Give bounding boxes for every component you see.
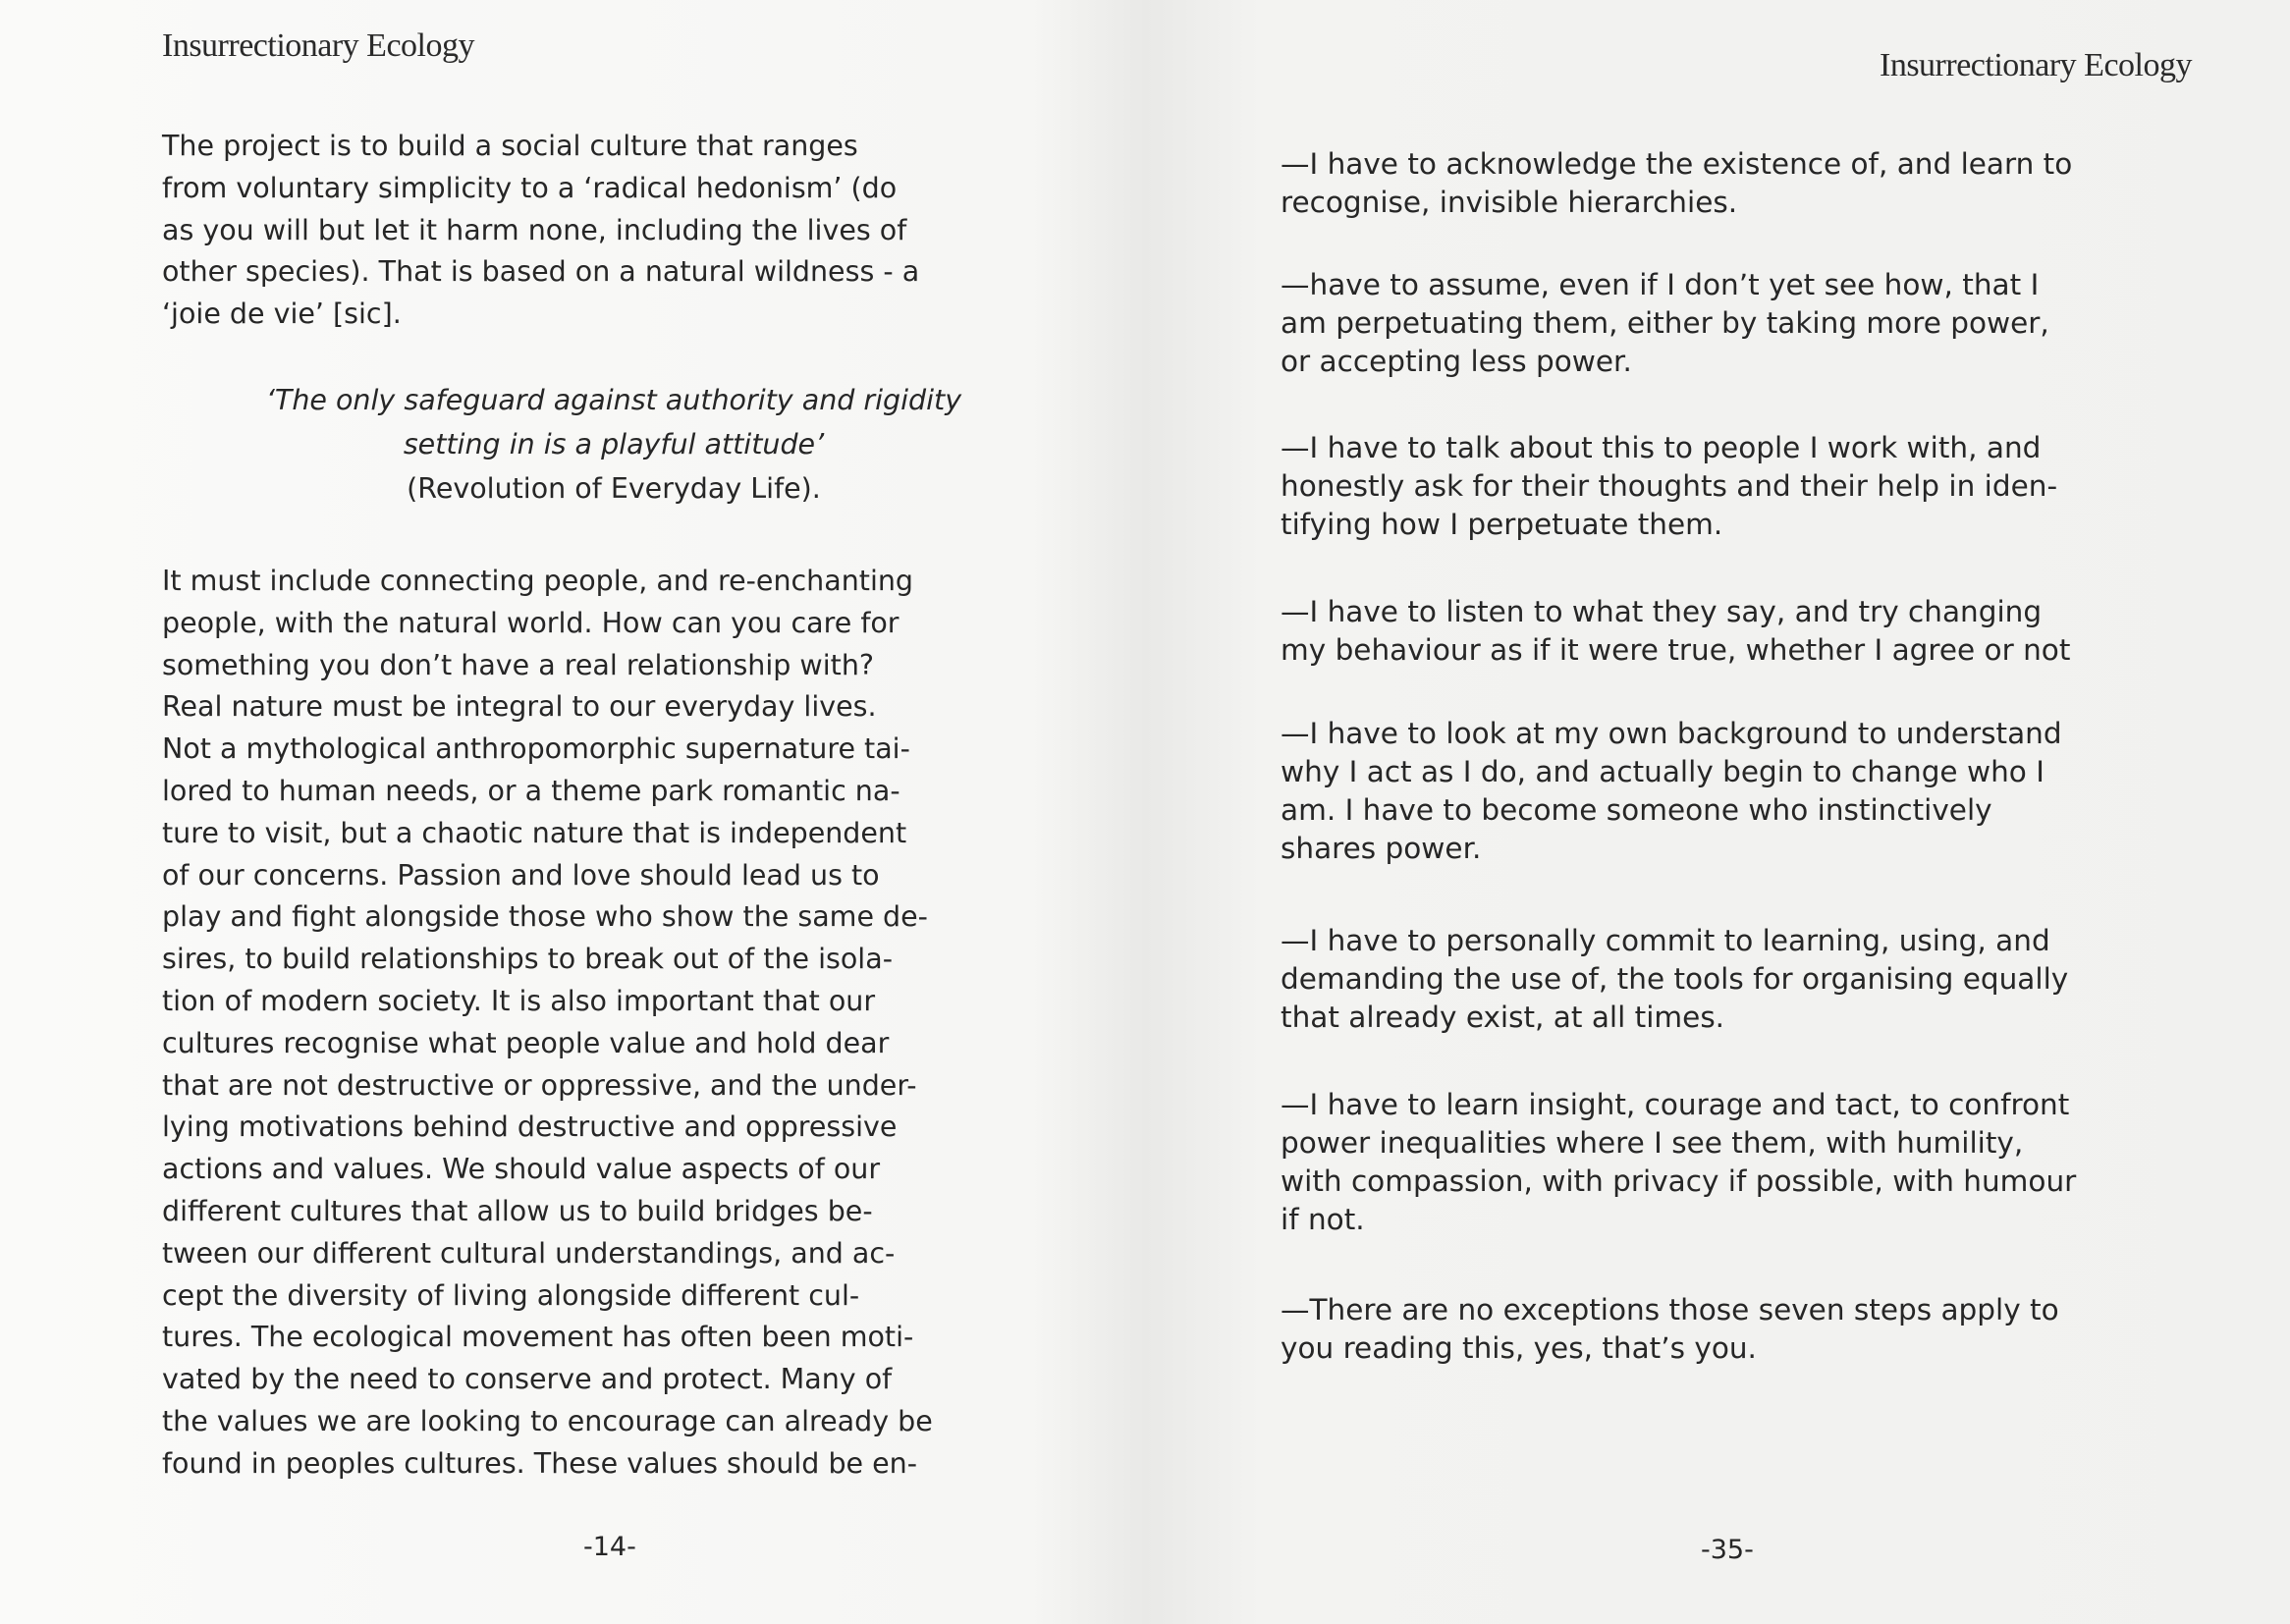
- text-line: actions and values. We should value aspects of our: [162, 1153, 881, 1186]
- block-quote: [162, 378, 1065, 511]
- text-line: different cultures that allow us to build bridges be-: [162, 1194, 873, 1227]
- text-line: —have to assume, even if I don’t yet see how, that I: [1281, 268, 2040, 301]
- list-item: [1281, 1291, 2059, 1368]
- text-line: —There are no exceptions those seven steps apply to: [1281, 1293, 2059, 1326]
- text-line: that already exist, at all times.: [1281, 1001, 1725, 1034]
- text-line: other species). That is based on a natural wildness - a: [162, 255, 920, 289]
- quote-source: (Revolution of Everyday Life).: [407, 472, 821, 505]
- text-line: —I have to talk about this to people I work with, and: [1281, 431, 2042, 464]
- text-line: sires, to build relationships to break out of the isola-: [162, 943, 893, 976]
- text-line: people, with the natural world. How can you care for: [162, 606, 900, 639]
- text-line: with compassion, with privacy if possible, with humour: [1281, 1164, 2077, 1198]
- text-line: tifying how I perpetuate them.: [1281, 508, 1723, 541]
- list-item: [1281, 429, 2057, 544]
- text-line: demanding the use of, the tools for organising equally: [1281, 962, 2069, 996]
- text-line: honestly ask for their thoughts and their help in iden-: [1281, 469, 2058, 503]
- page-number: -14-: [583, 1532, 636, 1562]
- text-line: am. I have to become someone who instinctively: [1281, 793, 1992, 827]
- right-page: [1149, 0, 2290, 1624]
- quote-line: ‘The only safeguard against authority and rigidity: [265, 384, 962, 416]
- running-header: Insurrectionary Ecology: [1880, 47, 2192, 83]
- text-line: power inequalities where I see them, with humility,: [1281, 1126, 2024, 1160]
- text-line: —I have to learn insight, courage and tact, to confront: [1281, 1088, 2070, 1121]
- paragraph: [162, 561, 933, 1486]
- list-item: [1281, 266, 2049, 381]
- text-line: of our concerns. Passion and love should lead us to: [162, 858, 880, 892]
- paragraph: [162, 126, 919, 336]
- text-line: lying motivations behind destructive and oppressive: [162, 1110, 898, 1144]
- text-line: —I have to look at my own background to understand: [1281, 717, 2062, 750]
- text-line: the values we are looking to encourage can already be: [162, 1404, 933, 1437]
- text-line: tween our different cultural understandings, and ac-: [162, 1236, 896, 1270]
- text-line: recognise, invisible hierarchies.: [1281, 186, 1738, 219]
- running-header: Insurrectionary Ecology: [162, 27, 474, 64]
- text-line: as you will but let it harm none, including the lives of: [162, 213, 907, 246]
- text-line: ‘joie de vie’ [sic].: [162, 298, 402, 331]
- text-line: or accepting less power.: [1281, 345, 1632, 378]
- list-item: [1281, 1086, 2076, 1239]
- text-line: cultures recognise what people value and hold dear: [162, 1026, 890, 1059]
- text-line: tures. The ecological movement has often been moti-: [162, 1321, 914, 1354]
- page-number: -35-: [1701, 1535, 1754, 1565]
- text-line: found in peoples cultures. These values should be en-: [162, 1446, 918, 1480]
- text-line: shares power.: [1281, 832, 1482, 865]
- text-line: It must include connecting people, and re-enchanting: [162, 565, 914, 597]
- left-page: [0, 0, 1139, 1624]
- list-item: [1281, 715, 2062, 868]
- text-line: lored to human needs, or a theme park romantic na-: [162, 774, 900, 807]
- text-line: if not.: [1281, 1203, 1365, 1236]
- text-line: am perpetuating them, either by taking more power,: [1281, 306, 2049, 340]
- text-line: —I have to listen to what they say, and try changing: [1281, 595, 2043, 628]
- text-line: Not a mythological anthropomorphic supernature tai-: [162, 732, 910, 766]
- quote-line: setting in is a playful attitude’: [403, 428, 825, 460]
- text-line: something you don’t have a real relationship with?: [162, 648, 875, 681]
- text-line: you reading this, yes, that’s you.: [1281, 1331, 1757, 1365]
- list-item: [1281, 593, 2070, 670]
- text-line: tion of modern society. It is also important that our: [162, 984, 876, 1017]
- text-line: from voluntary simplicity to a ‘radical hedonism’ (do: [162, 171, 898, 204]
- text-line: why I act as I do, and actually begin to change who I: [1281, 755, 2045, 788]
- text-line: Real nature must be integral to our everyday lives.: [162, 690, 877, 724]
- text-line: ture to visit, but a chaotic nature that is independent: [162, 816, 907, 849]
- text-line: —I have to acknowledge the existence of, and learn to: [1281, 147, 2073, 181]
- list-item: [1281, 145, 2072, 222]
- text-line: vated by the need to conserve and protect. Many of: [162, 1363, 893, 1396]
- text-line: The project is to build a social culture that ranges: [162, 130, 858, 162]
- text-line: my behaviour as if it were true, whether I agree or not: [1281, 633, 2071, 667]
- text-line: —I have to personally commit to learning, using, and: [1281, 924, 2050, 957]
- text-line: play and fight alongside those who show the same de-: [162, 900, 928, 934]
- text-line: that are not destructive or oppressive, and the under-: [162, 1068, 917, 1102]
- text-line: cept the diversity of living alongside different cul-: [162, 1278, 860, 1312]
- list-item: [1281, 922, 2068, 1037]
